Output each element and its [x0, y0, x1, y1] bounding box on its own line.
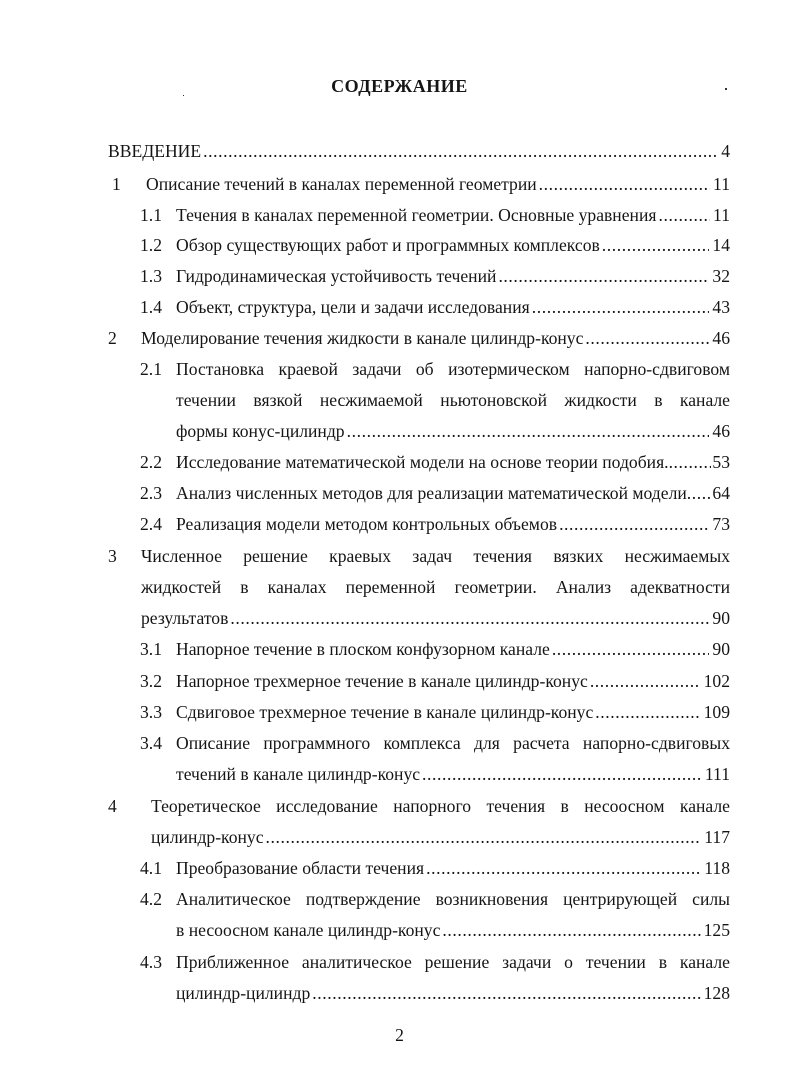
toc-entry-title: Объект, структура, цели и задачи исследования — [176, 297, 530, 317]
toc-page-number: 53 — [712, 452, 730, 472]
toc-section-number: 3.2 — [140, 671, 162, 691]
page-number: 2 — [395, 1025, 404, 1045]
toc-leader — [532, 296, 710, 318]
toc-entry-2-1-line-2[interactable]: течении вязкой несжимаемой ньютоновской жидкости в канале — [176, 390, 730, 410]
toc-entry-chapter-4-line-2[interactable] — [151, 826, 730, 848]
toc-entry-4-2-line-1[interactable]: Аналитическое подтверждение возникновения центрирующей силы — [176, 889, 730, 909]
toc-leader — [312, 982, 700, 1004]
toc-leader — [266, 826, 702, 848]
toc-page-number: 43 — [712, 297, 730, 317]
toc-entry-intro[interactable] — [108, 140, 730, 162]
toc-page-number: 125 — [703, 920, 730, 940]
toc-page-number: 4 — [721, 141, 730, 161]
toc-entry-1-1[interactable] — [176, 204, 730, 226]
toc-entry-title: Реализация модели методом контрольных объемов — [176, 514, 558, 534]
toc-page-number: 46 — [712, 328, 730, 348]
toc-page-number: 117 — [704, 827, 730, 847]
toc-leader — [230, 607, 709, 629]
toc-entry-chapter-3-line-3[interactable] — [141, 607, 730, 629]
toc-entry-chapter-3-line-2[interactable]: жидкостей в каналах переменной геометрии. Анализ адекватности — [141, 577, 730, 597]
toc-entry-1-3[interactable] — [176, 265, 730, 287]
toc-section-number: 1.4 — [140, 297, 162, 317]
toc-leader — [203, 140, 718, 162]
toc-page-number: 111 — [704, 764, 730, 784]
toc-section-number: 4.3 — [140, 952, 162, 972]
toc-page-number: 118 — [704, 858, 730, 878]
toc-page-number: 11 — [713, 205, 730, 225]
toc-entry-title: Обзор существующих работ и программных комплексов — [176, 235, 600, 255]
toc-section-number: 4.2 — [140, 889, 162, 909]
toc-entry-title: Исследование математической модели на основе теории подобия. — [176, 452, 669, 472]
toc-entry-title: цилиндр-цилиндр — [176, 983, 311, 1003]
toc-entry-3-4-line-1[interactable]: Описание программного комплекса для расчета напорно-сдвиговых — [176, 733, 730, 753]
toc-entry-4-2-line-2[interactable] — [176, 919, 730, 941]
toc-chapter-number: 1 — [112, 174, 121, 194]
page-title: СОДЕРЖАНИЕ — [331, 76, 468, 96]
toc-page-number: 46 — [712, 421, 730, 441]
toc-entry-title: Напорное течение в плоском конфузорном канале — [176, 639, 550, 659]
toc-section-number: 1.1 — [140, 205, 162, 225]
toc-leader — [559, 513, 709, 535]
toc-leader — [687, 482, 712, 504]
toc-leader — [585, 327, 709, 349]
toc-leader — [539, 173, 710, 195]
toc-page-number: 64 — [712, 483, 730, 503]
toc-section-number: 1.2 — [140, 235, 162, 255]
toc-section-number: 3.3 — [140, 702, 162, 722]
toc-leader — [422, 763, 702, 785]
toc-entry-2-4[interactable] — [176, 513, 730, 535]
toc-entry-title: цилиндр-конус — [151, 827, 264, 847]
toc-leader — [658, 204, 710, 226]
toc-entry-4-3-line-1[interactable]: Приближенное аналитическое решение задачи о течении в канале — [176, 952, 730, 972]
toc-section-number: 2.1 — [140, 359, 162, 379]
toc-page-number: 32 — [712, 266, 730, 286]
toc-section-number: 2.4 — [140, 514, 162, 534]
toc-leader — [442, 919, 700, 941]
toc-page-number: 109 — [703, 702, 730, 722]
toc-entry-title: Моделирование течения жидкости в канале цилиндр-конус — [141, 328, 584, 348]
toc-section-number: 2.3 — [140, 483, 162, 503]
toc-leader — [426, 857, 701, 879]
toc-entry-chapter-3-line-1[interactable]: Численное решение краевых задач течения вязких несжимаемых — [141, 546, 730, 566]
scan-speck — [725, 88, 727, 90]
toc-leader — [595, 701, 700, 723]
toc-entry-2-1-line-1[interactable]: Постановка краевой задачи об изотермическом напорно-сдвиговом — [176, 359, 730, 379]
toc-entry-title: Анализ численных методов для реализации математической модели — [176, 483, 687, 503]
toc-entry-1-2[interactable] — [176, 234, 730, 256]
toc-chapter-number: 2 — [108, 328, 117, 348]
toc-entry-3-4-line-2[interactable] — [176, 763, 730, 785]
toc-entry-2-1-line-3[interactable] — [176, 420, 730, 442]
toc-chapter-number: 4 — [108, 796, 117, 816]
toc-chapter-number: 3 — [108, 546, 117, 566]
toc-leader — [602, 234, 710, 256]
toc-entry-title: Течения в каналах переменной геометрии. Основные уравнения — [176, 205, 657, 225]
toc-page-number: 102 — [703, 671, 730, 691]
toc-entry-title: в несоосном канале цилиндр-конус — [176, 920, 441, 940]
toc-entry-chapter-2[interactable] — [141, 327, 730, 349]
toc-entry-title: Гидродинамическая устойчивость течений — [176, 266, 497, 286]
toc-entry-title: формы конус-цилиндр — [176, 421, 345, 441]
toc-entry-chapter-1[interactable] — [146, 173, 730, 195]
toc-entry-title: результатов — [141, 608, 229, 628]
toc-leader — [590, 670, 701, 692]
toc-section-number: 3.1 — [140, 639, 162, 659]
toc-leader — [347, 420, 710, 442]
toc-page-number: 90 — [712, 608, 730, 628]
toc-page-number: 73 — [712, 514, 730, 534]
toc-page-number: 128 — [703, 983, 730, 1003]
toc-entry-3-3[interactable] — [176, 701, 730, 723]
toc-section-number: 3.4 — [140, 733, 162, 753]
toc-page-number: 90 — [712, 639, 730, 659]
scan-speck — [183, 95, 184, 96]
toc-entry-title: Сдвиговое трехмерное течение в канале цилиндр-конус — [176, 702, 594, 722]
toc-section-number: 4.1 — [140, 858, 162, 878]
toc-leader — [552, 638, 710, 660]
toc-leader — [498, 265, 709, 287]
toc-section-number: 1.3 — [140, 266, 162, 286]
toc-entry-3-1[interactable] — [176, 638, 730, 660]
toc-entry-title: Напорное трехмерное течение в канале цилиндр-конус — [176, 671, 588, 691]
toc-section-number: 2.2 — [140, 452, 162, 472]
toc-entry-title: Преобразование области течения — [176, 858, 425, 878]
toc-entry-2-2[interactable] — [176, 451, 730, 473]
toc-page-number: 14 — [712, 235, 730, 255]
toc-leader — [669, 451, 712, 473]
toc-entry-4-3-line-2[interactable] — [176, 982, 730, 1004]
toc-entry-title: Описание течений в каналах переменной геометрии — [146, 174, 537, 194]
toc-entry-3-2[interactable] — [176, 670, 730, 692]
toc-entry-2-3[interactable] — [176, 482, 730, 504]
toc-page-number: 11 — [713, 174, 730, 194]
toc-entry-4-1[interactable] — [176, 857, 730, 879]
toc-entry-chapter-4-line-1[interactable]: Теоретическое исследование напорного течения в несоосном канале — [151, 796, 730, 816]
toc-entry-title: ВВЕДЕНИЕ — [108, 141, 202, 161]
toc-entry-1-4[interactable] — [176, 296, 730, 318]
toc-entry-title: течений в канале цилиндр-конус — [176, 764, 421, 784]
